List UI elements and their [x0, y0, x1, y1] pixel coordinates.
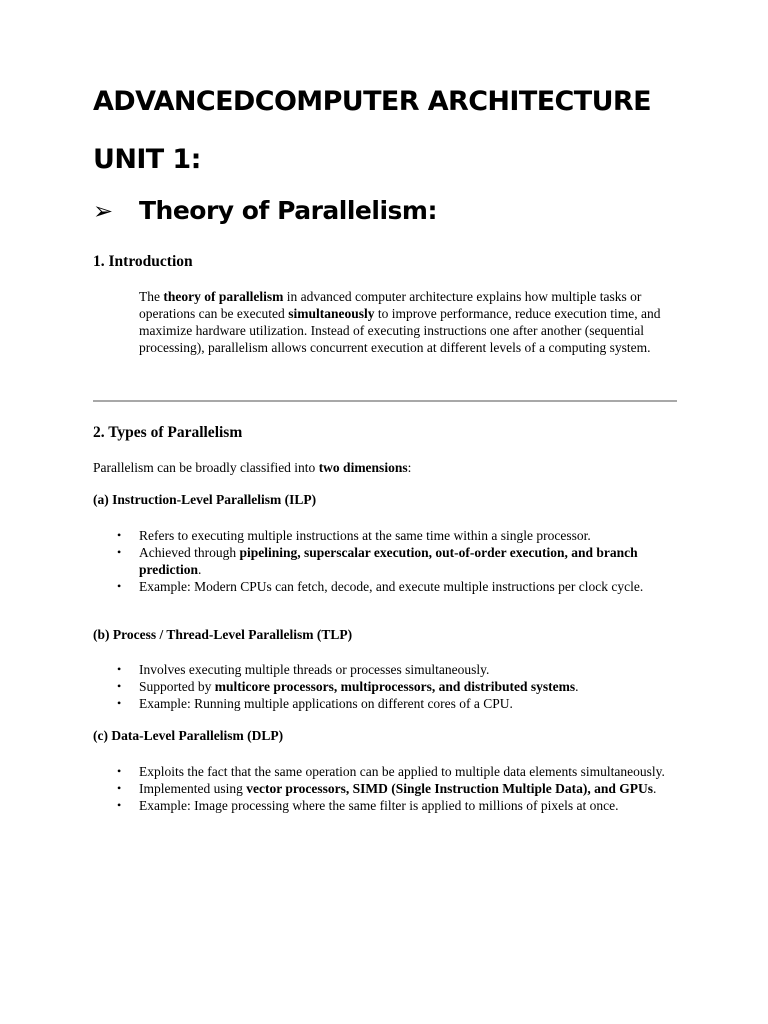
list-item-text: Example: Running multiple applications on different cores of a CPU.	[139, 696, 513, 711]
bullet-icon: •	[117, 528, 122, 542]
list-item	[93, 763, 677, 780]
list-item-text: Example: Image processing where the same filter is applied to millions of pixels at once.	[139, 798, 619, 813]
topic-heading-text: Theory of Parallelism:	[139, 196, 437, 225]
ilp-list	[93, 527, 677, 595]
list-item-text: Achieved through	[139, 545, 240, 560]
list-item	[93, 544, 677, 578]
bullet-icon: •	[117, 662, 122, 676]
types-lead	[93, 459, 677, 476]
tlp-list	[93, 661, 677, 712]
list-item-end: .	[575, 679, 579, 694]
bullet-icon: •	[117, 764, 122, 778]
intro-heading: 1. Introduction	[93, 253, 193, 270]
types-lead-bold: two dimensions	[318, 460, 408, 475]
list-item	[93, 780, 677, 797]
bullet-icon: •	[117, 798, 122, 812]
list-item	[93, 695, 677, 712]
intro-text-1: The	[139, 289, 164, 304]
document-title: ADVANCEDCOMPUTER ARCHITECTURE	[93, 86, 651, 117]
list-item-text: Refers to executing multiple instructions at the same time within a single processor.	[139, 528, 591, 543]
types-lead-text: Parallelism can be broadly classified into	[93, 460, 319, 475]
list-item	[93, 678, 677, 695]
types-heading: 2. Types of Parallelism	[93, 424, 243, 441]
dlp-heading: (c) Data-Level Parallelism (DLP)	[93, 728, 284, 743]
dlp-list	[93, 763, 677, 814]
list-item-text: Implemented using	[139, 781, 247, 796]
list-item-text: Supported by	[139, 679, 215, 694]
topic-heading	[93, 196, 437, 225]
intro-bold-2: simultaneously	[288, 306, 375, 321]
bullet-icon: •	[117, 579, 122, 593]
list-item	[93, 527, 677, 544]
tlp-heading: (b) Process / Thread-Level Parallelism (TLP)	[93, 627, 353, 642]
list-item-end: .	[198, 562, 202, 577]
ilp-heading: (a) Instruction-Level Parallelism (ILP)	[93, 492, 317, 507]
list-item	[93, 578, 677, 595]
types-lead-end: :	[407, 460, 412, 475]
unit-heading: UNIT 1:	[93, 144, 201, 175]
list-item-end: .	[652, 781, 657, 796]
arrow-bullet-icon: ➢	[93, 196, 113, 225]
horizontal-rule	[93, 400, 677, 402]
list-item	[93, 661, 677, 678]
intro-text-2: in advanced computer architecture explains how multiple tasks or operations can be executed	[139, 289, 642, 321]
list-item-bold: multicore processors, multiprocessors, and distributed systems	[214, 679, 576, 694]
list-item-bold: pipelining, superscalar execution, out-of-order execution, and branch prediction	[139, 545, 638, 577]
intro-text-3: to improve performance, reduce execution time, and maximize hardware utilization. Instead of executing instructions one after another (sequential processing), parallelism allows concurrent execution at different levels of a computing system.	[139, 306, 661, 355]
bullet-icon: •	[117, 679, 122, 693]
bullet-icon: •	[117, 545, 122, 559]
intro-paragraph	[139, 288, 669, 356]
list-item	[93, 797, 677, 814]
list-item-text: Exploits the fact that the same operation can be applied to multiple data elements simultaneously.	[139, 764, 665, 779]
list-item-bold: vector processors, SIMD (Single Instruction Multiple Data), and GPUs	[246, 781, 653, 796]
intro-bold-1: theory of parallelism	[163, 289, 284, 304]
list-item-text: Involves executing multiple threads or processes simultaneously.	[139, 662, 490, 677]
bullet-icon: •	[117, 781, 122, 795]
list-item-text: Example: Modern CPUs can fetch, decode, and execute multiple instructions per clock cycle.	[139, 579, 644, 594]
bullet-icon: •	[117, 696, 122, 710]
